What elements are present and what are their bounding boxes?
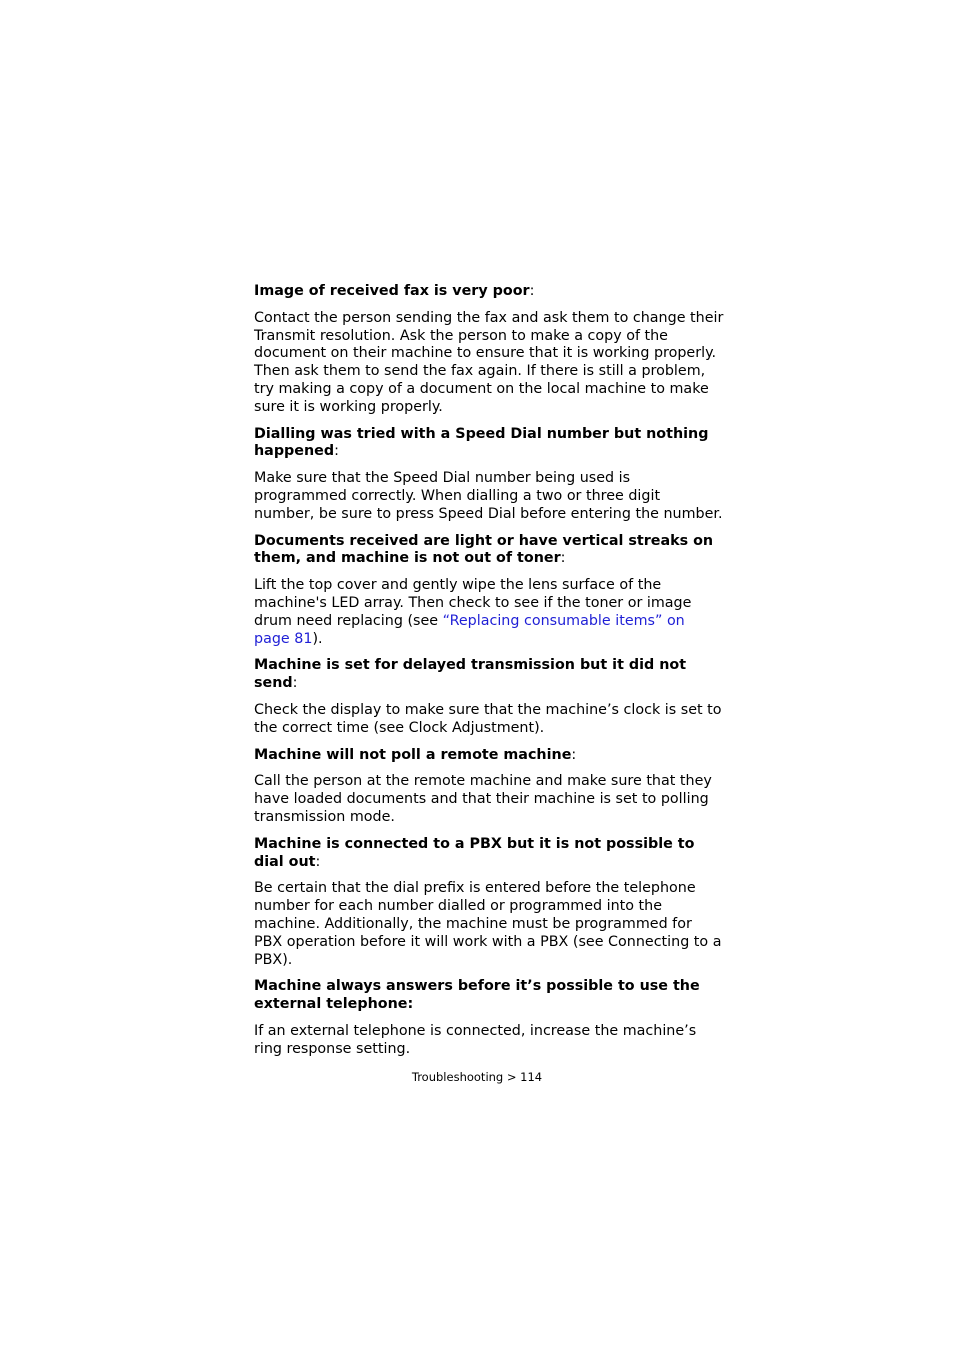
heading-text: Machine is connected to a PBX but it is not possible to dial out bbox=[254, 835, 695, 870]
section-body: Contact the person sending the fax and ask them to change their Transmit resolution. Ask the person to make a copy of the document on their machine to ensure that it is working properly. Then ask them to send the fax again. If there is still a problem, try making a copy of a document on the local machine to make sure it is working properly. bbox=[254, 309, 724, 415]
heading-text: Machine is set for delayed transmission but it did not send bbox=[254, 657, 687, 692]
heading-text: Dialling was tried with a Speed Dial number but nothing happened bbox=[254, 425, 709, 460]
page-footer: Troubleshooting > 114 bbox=[411, 1070, 543, 1084]
section-heading bbox=[254, 747, 724, 765]
heading-colon: : bbox=[334, 443, 339, 460]
heading-colon: : bbox=[571, 746, 577, 763]
section-body: Check the display to make sure that the machine’s clock is set to the correct time (see Clock Adjustment). bbox=[254, 701, 722, 736]
section-heading bbox=[254, 283, 724, 301]
body-text-before-link: Lift the top cover and gently wipe the lens surface of the machine's LED array. Then check to see if the toner or image drum need replacing (see bbox=[254, 577, 692, 629]
section-body: Be certain that the dial prefix is entered before the telephone number for each number dialled or programmed into the machine. Additionally, the machine must be programmed for PBX operation before it will work with a PBX (see Connecting to a PBX). bbox=[254, 880, 722, 968]
section-body: If an external telephone is connected, increase the machine’s ring response setting. bbox=[254, 1022, 697, 1057]
section-heading bbox=[254, 657, 724, 693]
heading-colon: : bbox=[315, 853, 321, 870]
heading-text: Documents received are light or have vertical streaks on them, and machine is not out of toner bbox=[254, 532, 714, 567]
section-heading bbox=[254, 836, 724, 872]
cross-reference-link[interactable]: “Replacing consumable items” on page 81 bbox=[254, 612, 685, 647]
section-heading bbox=[254, 978, 724, 1014]
heading-colon: : bbox=[560, 550, 566, 567]
section-body bbox=[254, 577, 724, 648]
heading-text: Machine will not poll a remote machine bbox=[254, 746, 572, 763]
section-body: Call the person at the remote machine and make sure that they have loaded documents and that their machine is set to polling transmission mode. bbox=[254, 773, 712, 825]
heading-colon: : bbox=[292, 675, 298, 692]
section-heading bbox=[254, 426, 724, 462]
heading-text: Image of received fax is very poor bbox=[254, 283, 530, 299]
heading-colon: : bbox=[529, 283, 535, 299]
body-text-after-link: ). bbox=[312, 630, 323, 647]
section-body: Make sure that the Speed Dial number being used is programmed correctly. When dialling a two or three digit number, be sure to press Speed Dial before entering the number. bbox=[254, 470, 723, 522]
section-heading bbox=[254, 533, 724, 569]
page-content bbox=[254, 283, 724, 1067]
heading-text: Machine always answers before it’s possible to use the external telephone: bbox=[254, 978, 700, 1013]
